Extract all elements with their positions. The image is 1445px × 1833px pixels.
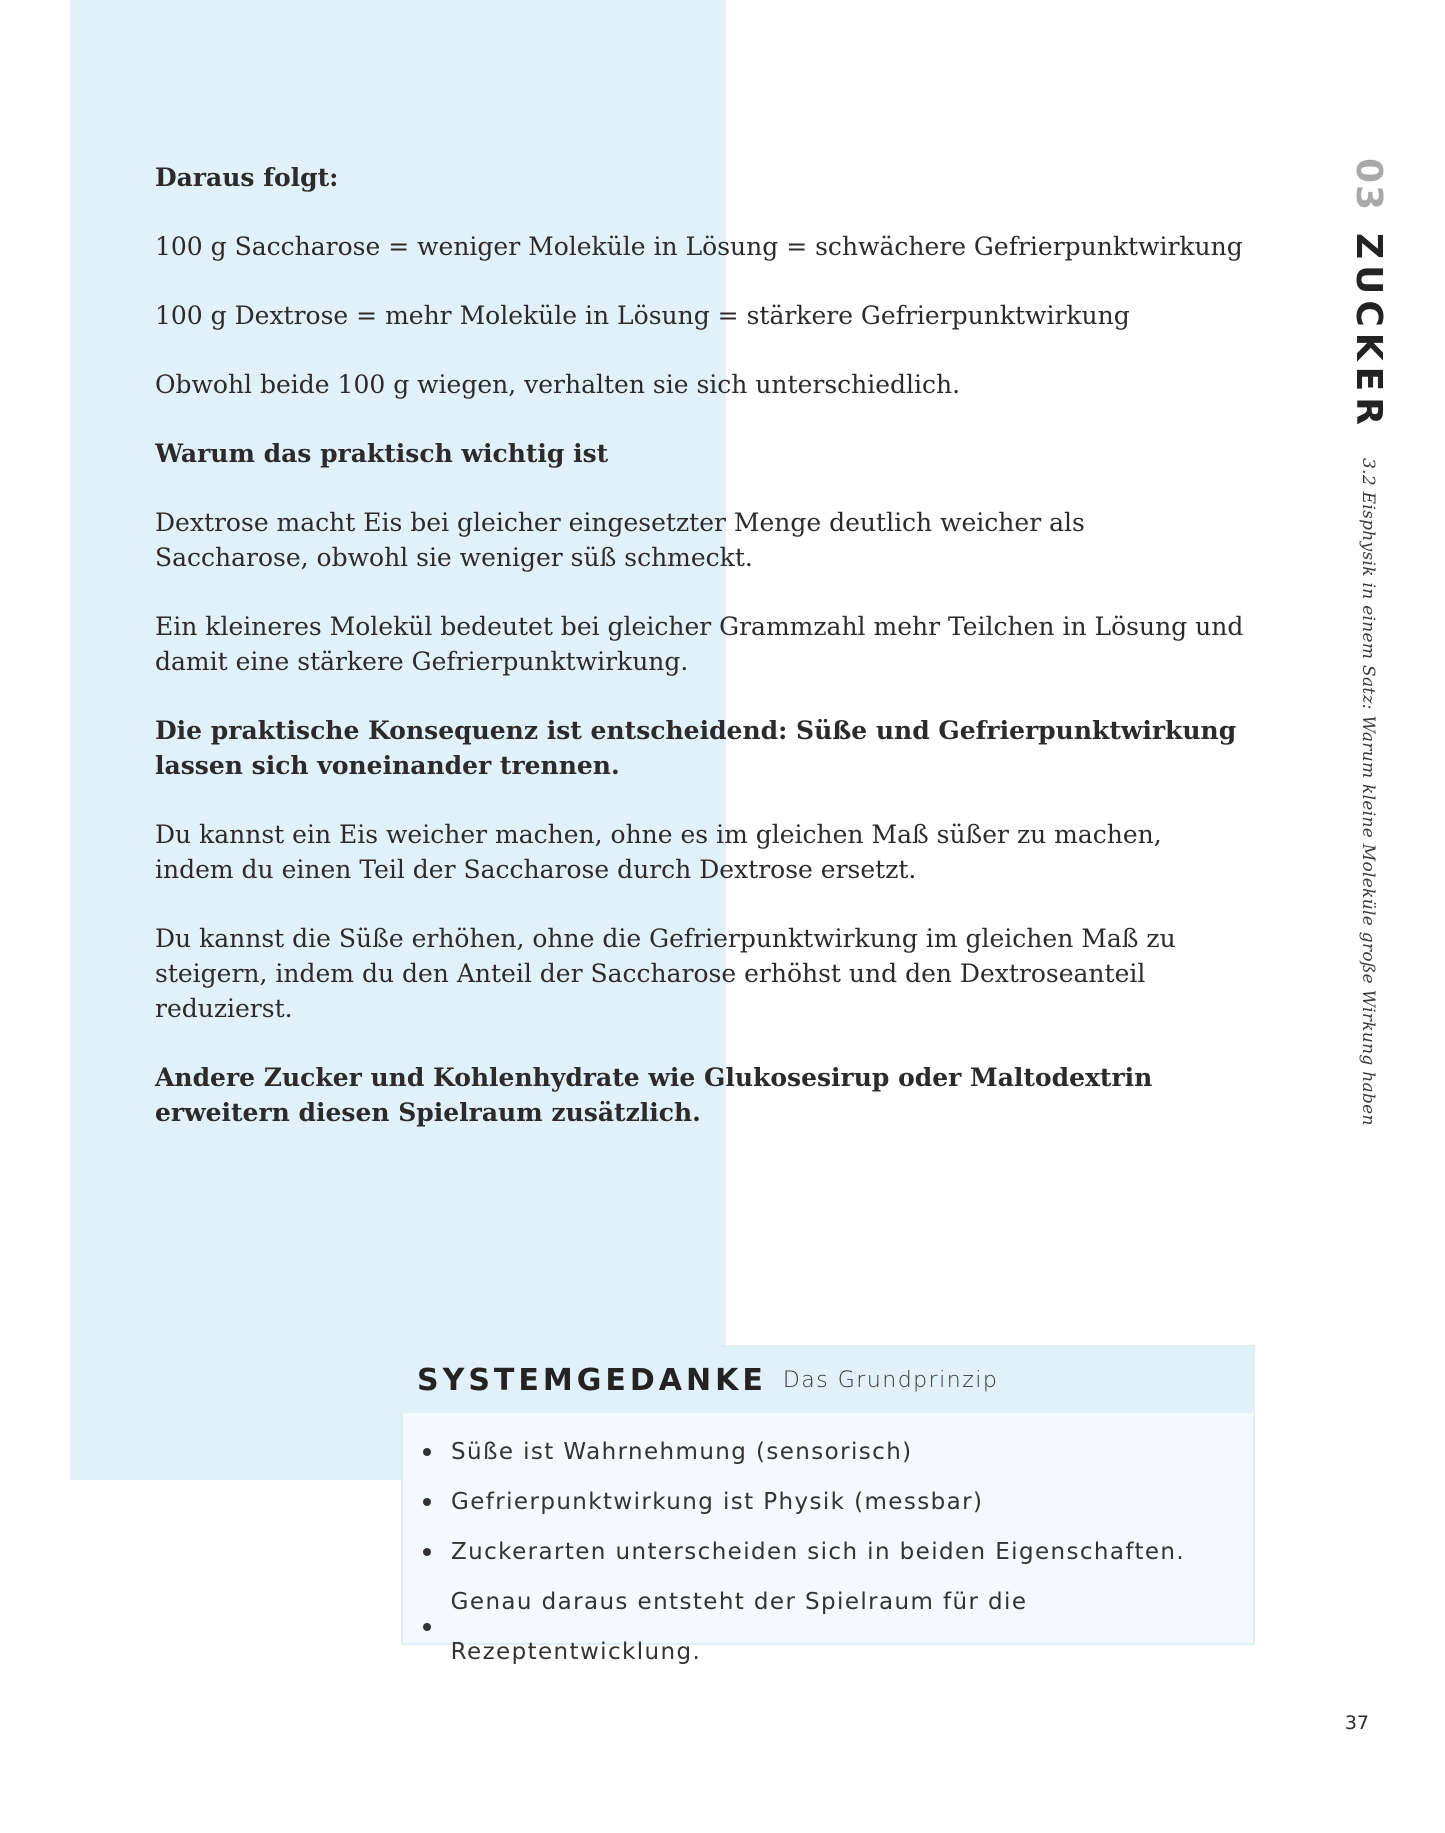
box-header xyxy=(403,1347,1253,1413)
page-number: 37 xyxy=(1344,1712,1369,1734)
paragraph-weight: Obwohl beide 100 g wiegen, verhalten sie sich unterschiedlich. xyxy=(155,370,961,399)
list-item: Süße ist Wahrnehmung (sensorisch) xyxy=(423,1427,1253,1477)
box-title: SYSTEMGEDANKE xyxy=(417,1362,767,1398)
paragraph-sweeter: Du kannst die Süße erhöhen, ohne die Gefrierpunktwirkung im gleichen Maß zu steigern, indem du den Anteil der Saccharose erhöhst und den Dextroseanteil reduzierst. xyxy=(155,924,1176,1023)
box-subtitle: Das Grundprinzip xyxy=(782,1367,999,1393)
section-heading-importance: Warum das praktisch wichtig ist xyxy=(155,439,609,468)
chapter-title: ZUCKER xyxy=(1348,233,1389,432)
paragraph-dextrose-softer: Dextrose macht Eis bei gleicher eingesetzter Menge deutlich weicher als Saccharose, obwohl sie weniger süß schmeckt. xyxy=(155,508,1085,572)
list-item: Gefrierpunktwirkung ist Physik (messbar) xyxy=(423,1477,1253,1527)
box-list xyxy=(403,1427,1253,1677)
bullet-icon xyxy=(423,1623,431,1631)
bullet-icon xyxy=(423,1548,431,1556)
chapter-sidebar xyxy=(1348,158,1389,1126)
paragraph-dextrose: 100 g Dextrose = mehr Moleküle in Lösung = stärkere Gefrierpunktwirkung xyxy=(155,301,1130,330)
paragraph-saccharose: 100 g Saccharose = weniger Moleküle in Lösung = schwächere Gefrierpunktwirkung xyxy=(155,232,1243,261)
paragraph-other-sugars: Andere Zucker und Kohlenhydrate wie Glukosesirup oder Maltodextrin erweitern diesen Spielraum zusätzlich. xyxy=(155,1063,1153,1127)
bullet-icon xyxy=(423,1498,431,1506)
paragraph-consequence: Die praktische Konsequenz ist entscheidend: Süße und Gefrierpunktwirkung lassen sich voneinander trennen. xyxy=(155,716,1237,780)
chapter-number: 03 xyxy=(1348,158,1389,213)
bullet-icon xyxy=(423,1448,431,1456)
system-thought-box xyxy=(401,1345,1255,1665)
paragraph-conclusion-heading: Daraus folgt: xyxy=(155,163,339,192)
chapter-subtitle: 3.2 Eisphysik in einem Satz: Warum kleine Moleküle große Wirkung haben xyxy=(1358,458,1378,1127)
paragraph-small-molecule: Ein kleineres Molekül bedeutet bei gleicher Grammzahl mehr Teilchen in Lösung und damit eine stärkere Gefrierpunktwirkung. xyxy=(155,612,1244,676)
list-item: Genau daraus entsteht der Spielraum für die Rezeptentwicklung. xyxy=(423,1577,1253,1677)
main-text xyxy=(155,160,1245,1164)
paragraph-softer: Du kannst ein Eis weicher machen, ohne es im gleichen Maß süßer zu machen, indem du einen Teil der Saccharose durch Dextrose ersetzt. xyxy=(155,820,1162,884)
list-item: Zuckerarten unterscheiden sich in beiden Eigenschaften. xyxy=(423,1527,1253,1577)
